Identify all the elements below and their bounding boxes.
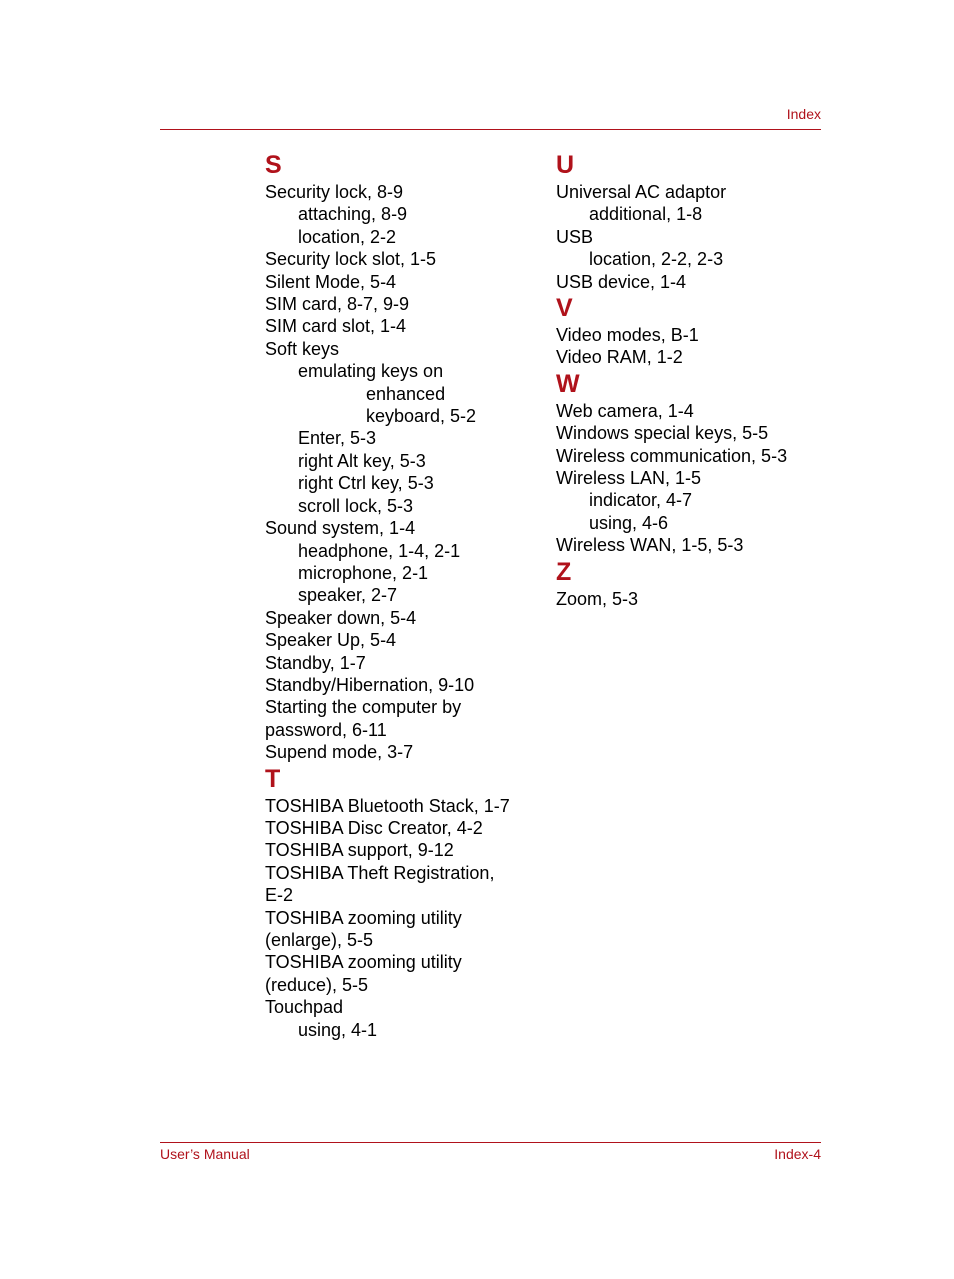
index-subentry: scroll lock, 5-3 xyxy=(298,495,414,516)
index-subentry: enhanced xyxy=(366,383,446,404)
index-entry: TOSHIBA Theft Registration, xyxy=(265,862,495,883)
index-entry: Security lock slot, 1-5 xyxy=(265,249,437,270)
index-entry: E-2 xyxy=(265,885,294,906)
index-letter-heading: W xyxy=(556,369,580,398)
footer-manual-title: User’s Manual xyxy=(160,1146,250,1162)
index-entry: (reduce), 5-5 xyxy=(265,974,369,995)
index-entry: Universal AC adaptor xyxy=(556,182,727,202)
index-subentry: right Ctrl key, 5-3 xyxy=(298,473,434,494)
index-subentry: headphone, 1-4, 2-1 xyxy=(298,540,461,561)
index-entry: TOSHIBA Bluetooth Stack, 1-7 xyxy=(265,795,510,816)
index-entry: SIM card, 8-7, 9-9 xyxy=(265,294,410,315)
index-group-t xyxy=(265,764,535,1041)
index-subentry: right Alt key, 5-3 xyxy=(298,450,426,471)
index-entry: TOSHIBA support, 9-12 xyxy=(265,840,454,861)
page-header-section: Index xyxy=(786,106,821,122)
index-subentry: Enter, 5-3 xyxy=(298,428,377,449)
index-entry: Windows special keys, 5-5 xyxy=(556,423,769,444)
index-entry: Standby/Hibernation, 9-10 xyxy=(265,674,475,695)
index-subentry: emulating keys on xyxy=(298,361,444,382)
index-entry: Speaker down, 5-4 xyxy=(265,607,417,628)
index-letter-heading: T xyxy=(265,764,281,793)
index-entry: Starting the computer by xyxy=(265,697,462,718)
index-entry: TOSHIBA zooming utility xyxy=(265,952,462,973)
index-group-v xyxy=(556,293,826,369)
index-entry: Zoom, 5-3 xyxy=(556,588,639,609)
index-group-w xyxy=(556,369,826,557)
index-letter-heading: V xyxy=(556,294,573,323)
index-entry: Video modes, B-1 xyxy=(556,325,699,346)
index-column-left xyxy=(265,150,535,1041)
index-entry: (enlarge), 5-5 xyxy=(265,930,374,950)
index-group-s xyxy=(265,150,535,764)
index-entry: password, 6-11 xyxy=(265,719,387,740)
index-group-z xyxy=(556,557,826,610)
index-subentry: using, 4-6 xyxy=(589,512,669,533)
footer-rule xyxy=(160,1142,821,1143)
index-entry: Touchpad xyxy=(265,997,344,1018)
index-subentry: microphone, 2-1 xyxy=(298,562,429,583)
index-entry: SIM card slot, 1-4 xyxy=(265,316,407,337)
index-letter-heading: Z xyxy=(556,557,572,586)
index-entry: Soft keys xyxy=(265,338,340,359)
index-subentry: indicator, 4-7 xyxy=(589,490,693,511)
index-entry: Wireless communication, 5-3 xyxy=(556,445,788,466)
index-entry: Video RAM, 1-2 xyxy=(556,347,683,368)
index-entry: Silent Mode, 5-4 xyxy=(265,271,397,292)
footer-page-number: Index-4 xyxy=(774,1146,821,1162)
header-rule xyxy=(160,129,821,130)
index-entry: USB xyxy=(556,226,594,247)
index-subentry: keyboard, 5-2 xyxy=(366,406,477,427)
index-subentry: additional, 1-8 xyxy=(589,204,703,225)
index-letter-heading: S xyxy=(265,151,282,179)
index-subentry: location, 2-2 xyxy=(298,226,397,247)
index-entry: Speaker Up, 5-4 xyxy=(265,630,397,651)
index-entry: Security lock, 8-9 xyxy=(265,182,404,202)
index-subentry: using, 4-1 xyxy=(298,1019,378,1040)
index-entry: Wireless LAN, 1-5 xyxy=(556,468,702,489)
index-entry: Standby, 1-7 xyxy=(265,652,366,673)
index-entry: Web camera, 1-4 xyxy=(556,400,694,421)
index-entry: TOSHIBA zooming utility xyxy=(265,907,462,928)
index-letter-heading: U xyxy=(556,151,575,179)
index-entry: USB device, 1-4 xyxy=(556,271,687,292)
index-entry: Sound system, 1-4 xyxy=(265,518,416,539)
index-entry: TOSHIBA Disc Creator, 4-2 xyxy=(265,817,483,838)
index-entry: Wireless WAN, 1-5, 5-3 xyxy=(556,535,744,556)
index-column-right xyxy=(556,150,826,610)
index-subentry: speaker, 2-7 xyxy=(298,585,398,606)
index-entry: Supend mode, 3-7 xyxy=(265,742,414,763)
index-subentry: attaching, 8-9 xyxy=(298,204,408,225)
index-group-u xyxy=(556,150,826,293)
index-subentry: location, 2-2, 2-3 xyxy=(589,249,724,270)
